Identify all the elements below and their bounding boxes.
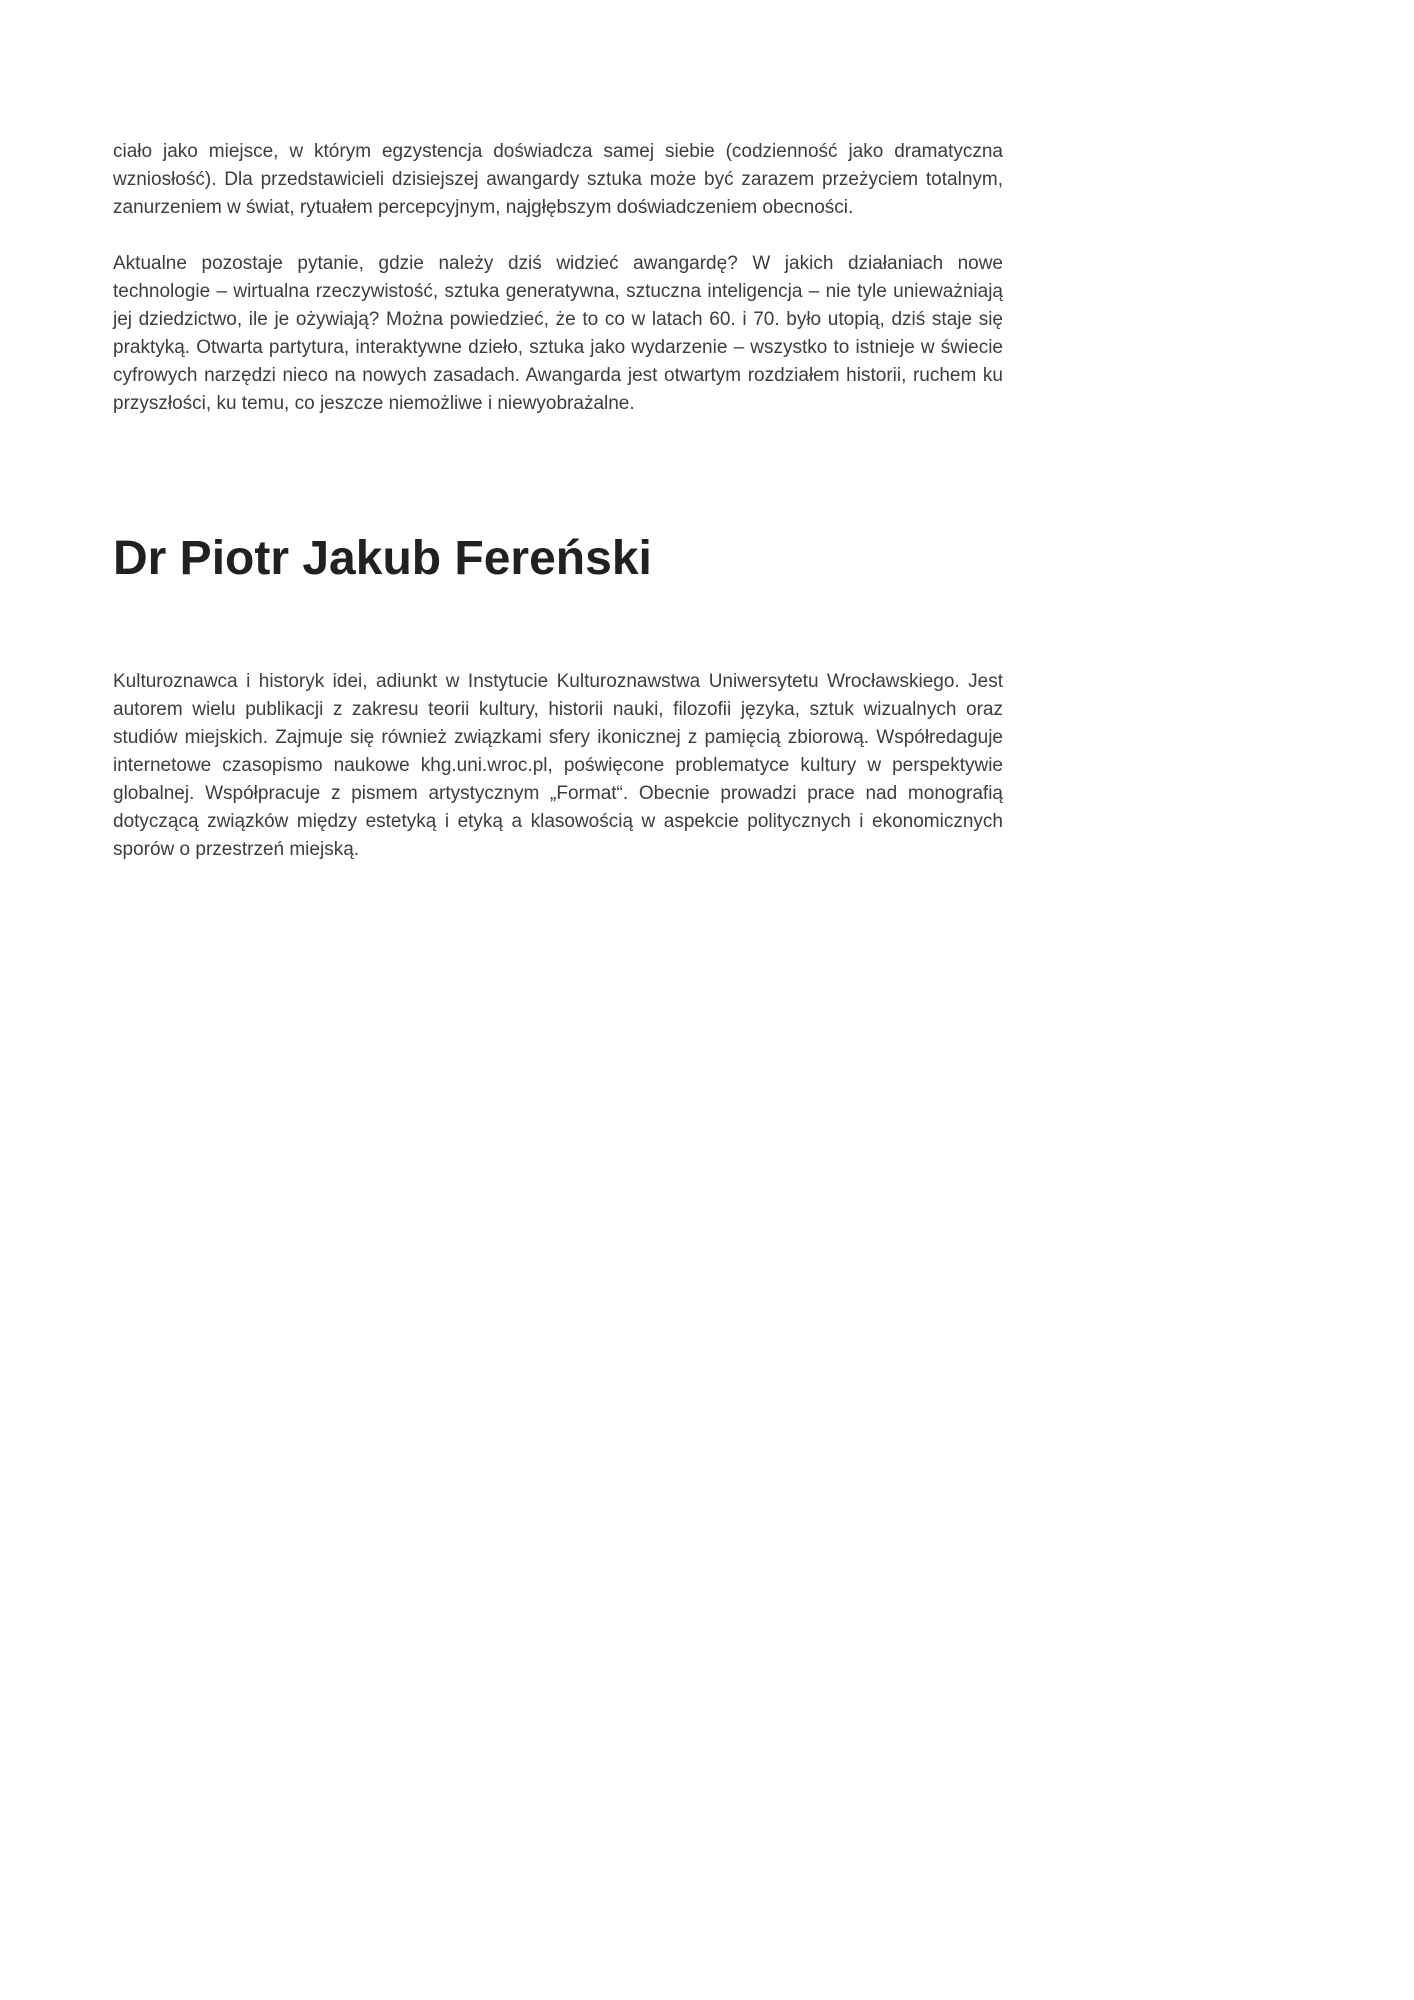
paragraph-intro-2: Aktualne pozostaje pytanie, gdzie należy dziś widzieć awangardę? W jakich działaniach nowe technologie – wirtualna rzeczywistość, sztuka generatywna, sztuczna inteligencja – nie tyle unieważniają jej dziedzictwo, ile je ożywiają? Można powiedzieć, że to co w latach 60. i 70. było utopią, dziś staje się praktyką. Otwarta partytura, interaktywne dzieło, sztuka jako wydarzenie – wszystko to istnieje w świecie cyfrowych narzędzi nieco na nowych zasadach. Awangarda jest otwartym rozdziałem historii, ruchem ku przyszłości, ku temu, co jeszcze niemożliwe i niewyobrażalne. [113,253,1003,414]
author-name-heading: Dr Piotr Jakub Fereński [113,532,652,585]
paragraph-intro-1: ciało jako miejsce, w którym egzystencja doświadcza samej siebie (codzienność jako dramatyczna wzniosłość). Dla przedstawicieli dzisiejszej awangardy sztuka może być zarazem przeżyciem totalnym, zanurzeniem w świat, rytuałem percepcyjnym, najgłębszym doświadczeniem obecności. [113,141,1003,218]
text-column [113,138,1003,864]
paragraph-author-bio: Kulturoznawca i historyk idei, adiunkt w Instytucie Kulturoznawstwa Uniwersytetu Wrocławskiego. Jest autorem wielu publikacji z zakresu teorii kultury, historii nauki, filozofii języka, sztuk wizualnych oraz studiów miejskich. Zajmuje się również związkami sfery ikonicznej z pamięcią zbiorową. Współredaguje internetowe czasopismo naukowe khg.uni.wroc.pl, poświęcone problematyce kultury w perspektywie globalnej. Współpracuje z pismem artystycznym „Format“. Obecnie prowadzi prace nad monografią dotyczącą związków między estetyką i etyką a klasowością w aspekcie politycznych i ekonomicznych sporów o przestrzeń miejską. [113,671,1003,860]
